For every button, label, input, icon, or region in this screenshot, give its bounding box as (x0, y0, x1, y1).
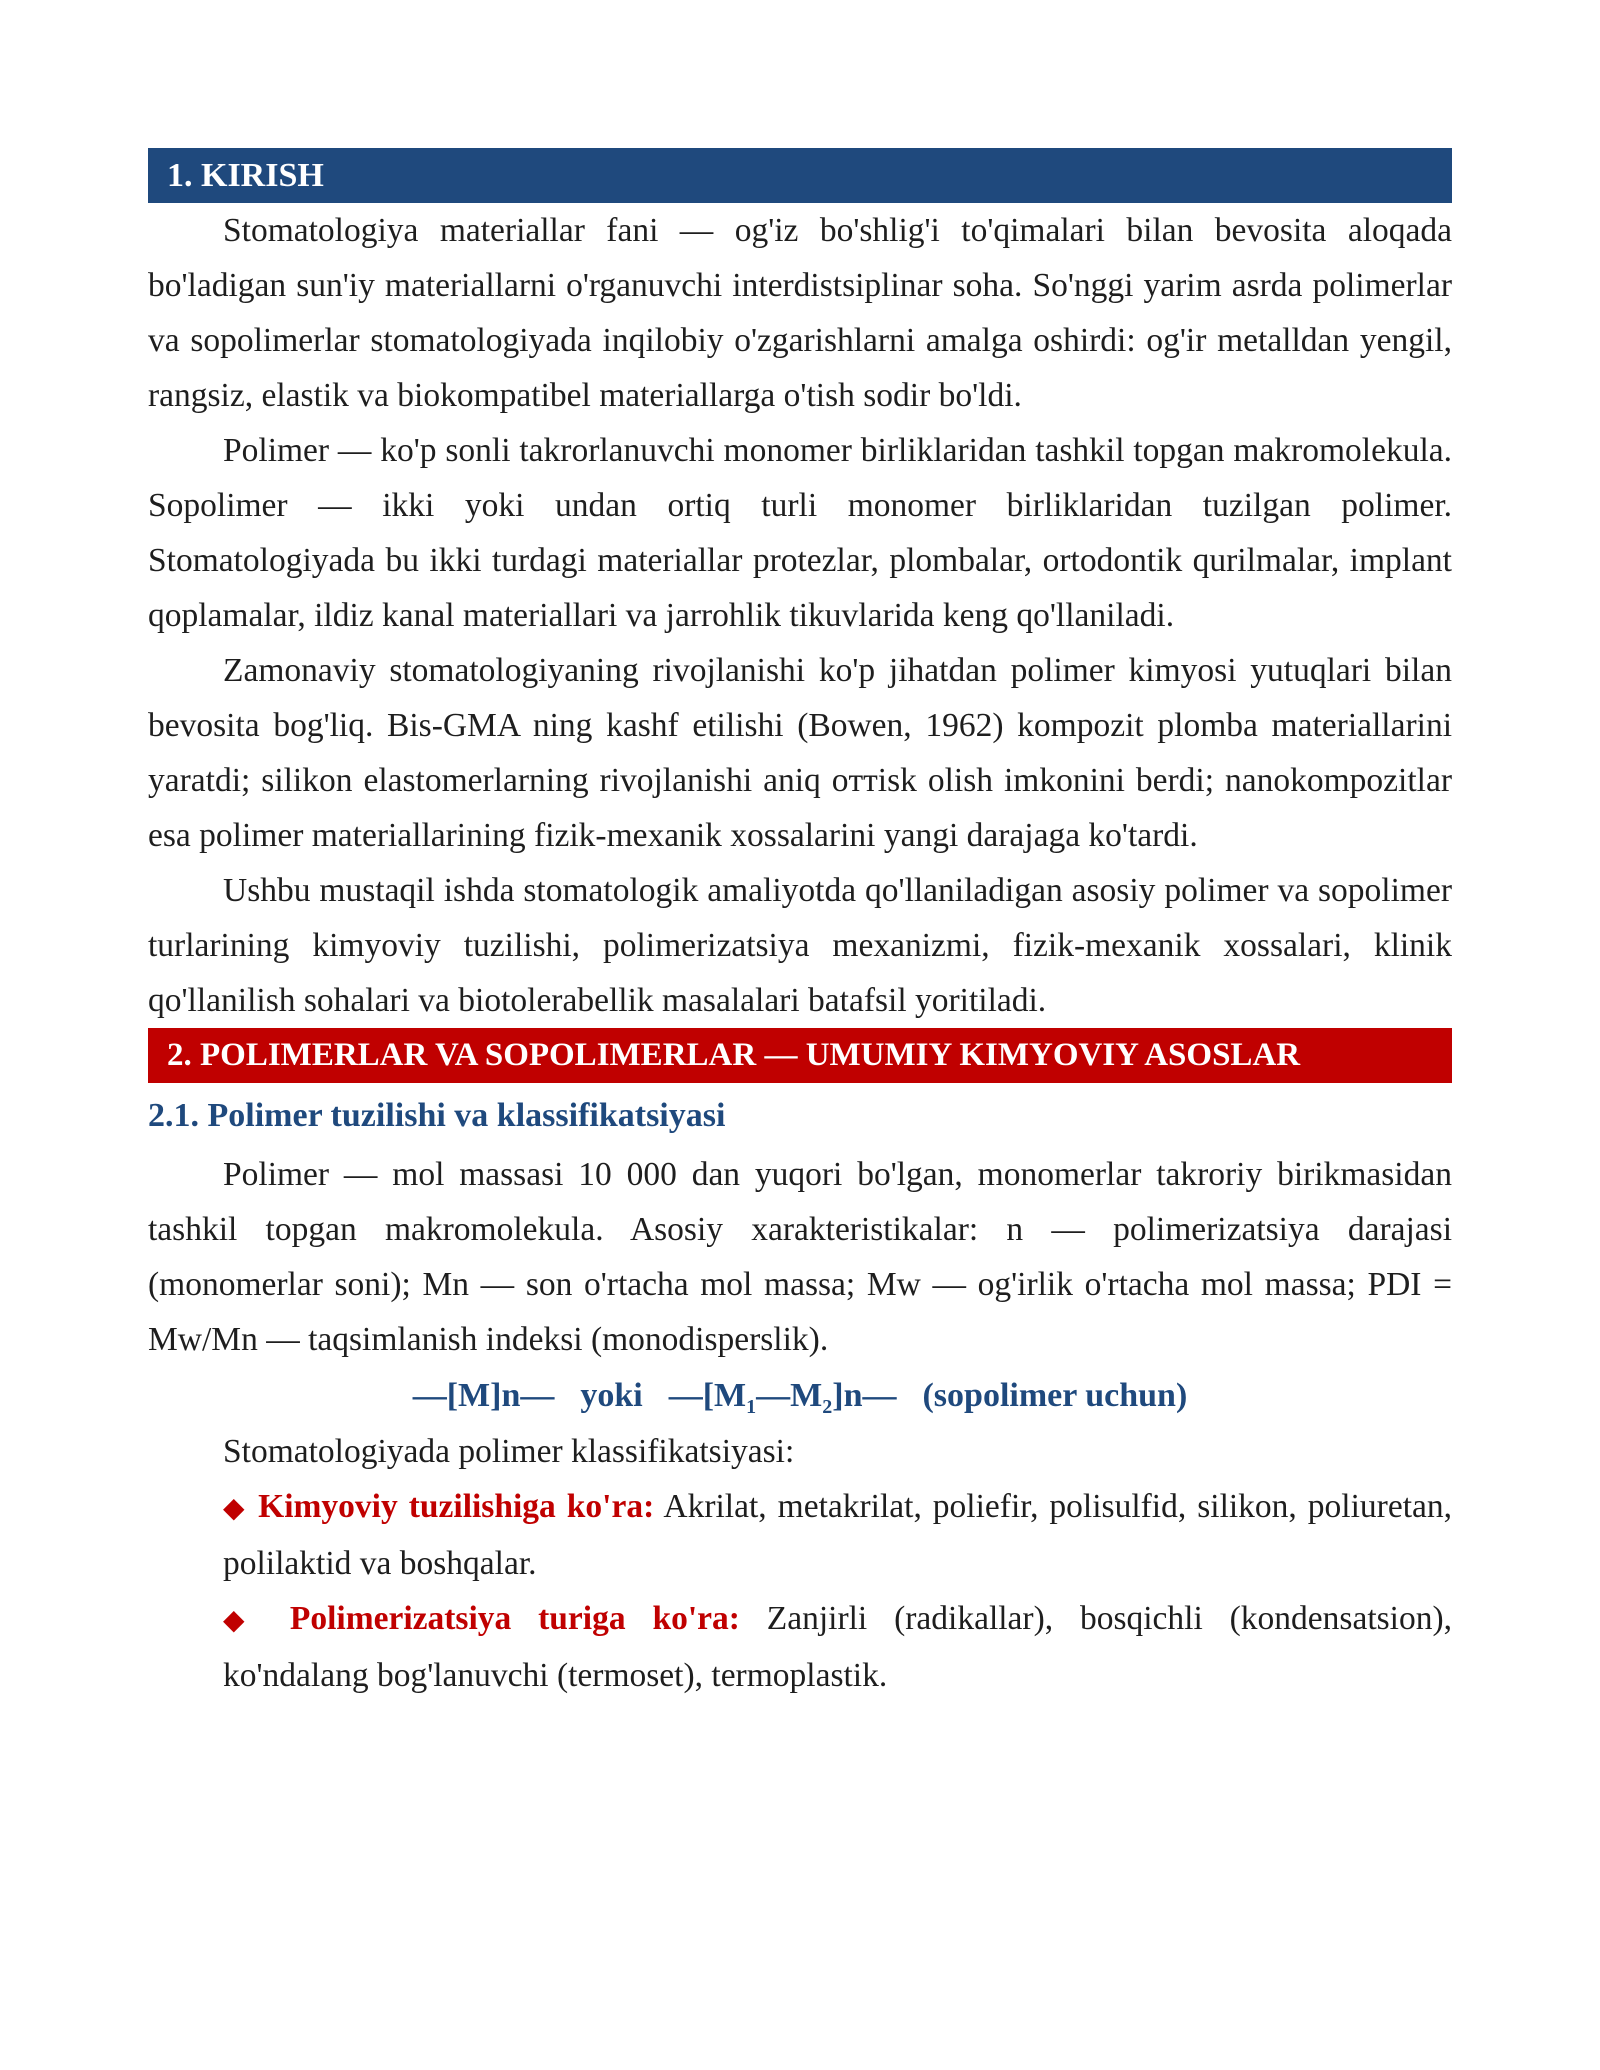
bullet-lead-label: Polimerizatsiya turiga ko'ra: (289, 1600, 740, 1637)
formula-copolymer-mid: —M (756, 1377, 823, 1414)
bullet-lead-label: Kimyoviy tuzilishiga ko'ra: (258, 1488, 655, 1525)
formula-copolymer-open: —[M (668, 1377, 747, 1414)
formula-note: (sopolimer uchun) (922, 1377, 1188, 1414)
formula-homopolymer: —[M]n— (412, 1377, 555, 1414)
diamond-bullet-icon: ◆ (223, 1493, 248, 1524)
section-2-title: 2. POLIMERLAR VA SOPOLIMERLAR — UMUMIY KIMYOVIY ASOSLAR (167, 1037, 1301, 1073)
intro-paragraph-3: Zamonaviy stomatologiyaning rivojlanishi ko'p jihatdan polimer kimyosi yutuqlari bilan bevosita bog'liq. Bis-GMA ning kashf etilishi (Bowen, 1962) kompozit plomba materiallarini yaratdi; silikon elastomerlarning rivojlanishi aniq oттisk olish imkonini berdi; nanokompozitlar esa polimer materiallarining fizik-mexanik xossalarini yangi darajaga ko'tardi. (148, 652, 1452, 854)
polymer-definition-paragraph: Polimer — mol massasi 10 000 dan yuqori bo'lgan, monomerlar takroriy birikmasidan tashkil topgan makromolekula. Asosiy xarakteristikalar: n — polimerizatsiya darajasi (monomerlar soni); Mn — son o'rtacha mol massa; Mw — og'irlik o'rtacha mol massa; PDI = Mw/Mn — taqsimlanish indeksi (monodisperslik). (148, 1156, 1452, 1358)
page-content (148, 148, 1452, 1703)
polymer-formula (148, 1367, 1452, 1424)
formula-subscript-2: 2 (822, 1396, 833, 1418)
section-1-title: 1. KIRISH (167, 157, 324, 194)
intro-paragraph-1: Stomatologiya materiallar fani — og'iz bo'shlig'i to'qimalari bilan bevosita aloqada bo'ladigan sun'iy materiallarni o'rganuvchi interdistsiplinar soha. So'nggi yarim asrda polimerlar va sopolimerlar stomatologiyada inqilobiy o'zgarishlarni amalga oshirdi: og'ir metalldan yengil, rangsiz, elastik va biokompatibel materiallarga o'tish sodir bo'ldi. (148, 212, 1452, 414)
classification-intro: Stomatologiyada polimer klassifikatsiyasi: (223, 1433, 795, 1470)
bullet-item-chemical-structure (148, 1479, 1452, 1591)
formula-subscript-1: 1 (746, 1396, 757, 1418)
bullet-text: Akrilat, metakrilat, poliefir, polisulfid, silikon, poliuretan, polilaktid va boshqalar. (223, 1488, 1452, 1582)
bullet-text: Zanjirli (radikallar), bosqichli (kondensatsion), ko'ndalang bog'lanuvchi (termoset), termoplastik. (223, 1600, 1453, 1694)
bullet-item-polymerization-type (148, 1591, 1452, 1703)
intro-paragraph-2: Polimer — ko'p sonli takrorlanuvchi monomer birliklaridan tashkil topgan makromolekula. Sopolimer — ikki yoki undan ortiq turli monomer birliklaridan tuzilgan polimer. Stomatologiyada bu ikki turdagi materiallar protezlar, plombalar, ortodontik qurilmalar, implant qoplamalar, ildiz kanal materiallari va jarrohlik tikuvlarida keng qo'llaniladi. (148, 432, 1452, 634)
subsection-2-1-title: 2.1. Polimer tuzilishi va klassifikatsiyasi (148, 1097, 726, 1134)
section-1-heading (148, 148, 1452, 203)
formula-copolymer-close: ]n— (832, 1377, 897, 1414)
diamond-bullet-icon: ◆ (223, 1605, 264, 1636)
intro-paragraph-4: Ushbu mustaqil ishda stomatologik amaliyotda qo'llaniladigan asosiy polimer va sopolimer turlarining kimyoviy tuzilishi, polimerizatsiya mexanizmi, fizik-mexanik xossalari, klinik qo'llanilish sohalari va biotolerabellik masalalari batafsil yoritiladi. (148, 872, 1452, 1019)
section-2-heading (148, 1028, 1452, 1083)
formula-joiner: yoki (580, 1377, 643, 1414)
